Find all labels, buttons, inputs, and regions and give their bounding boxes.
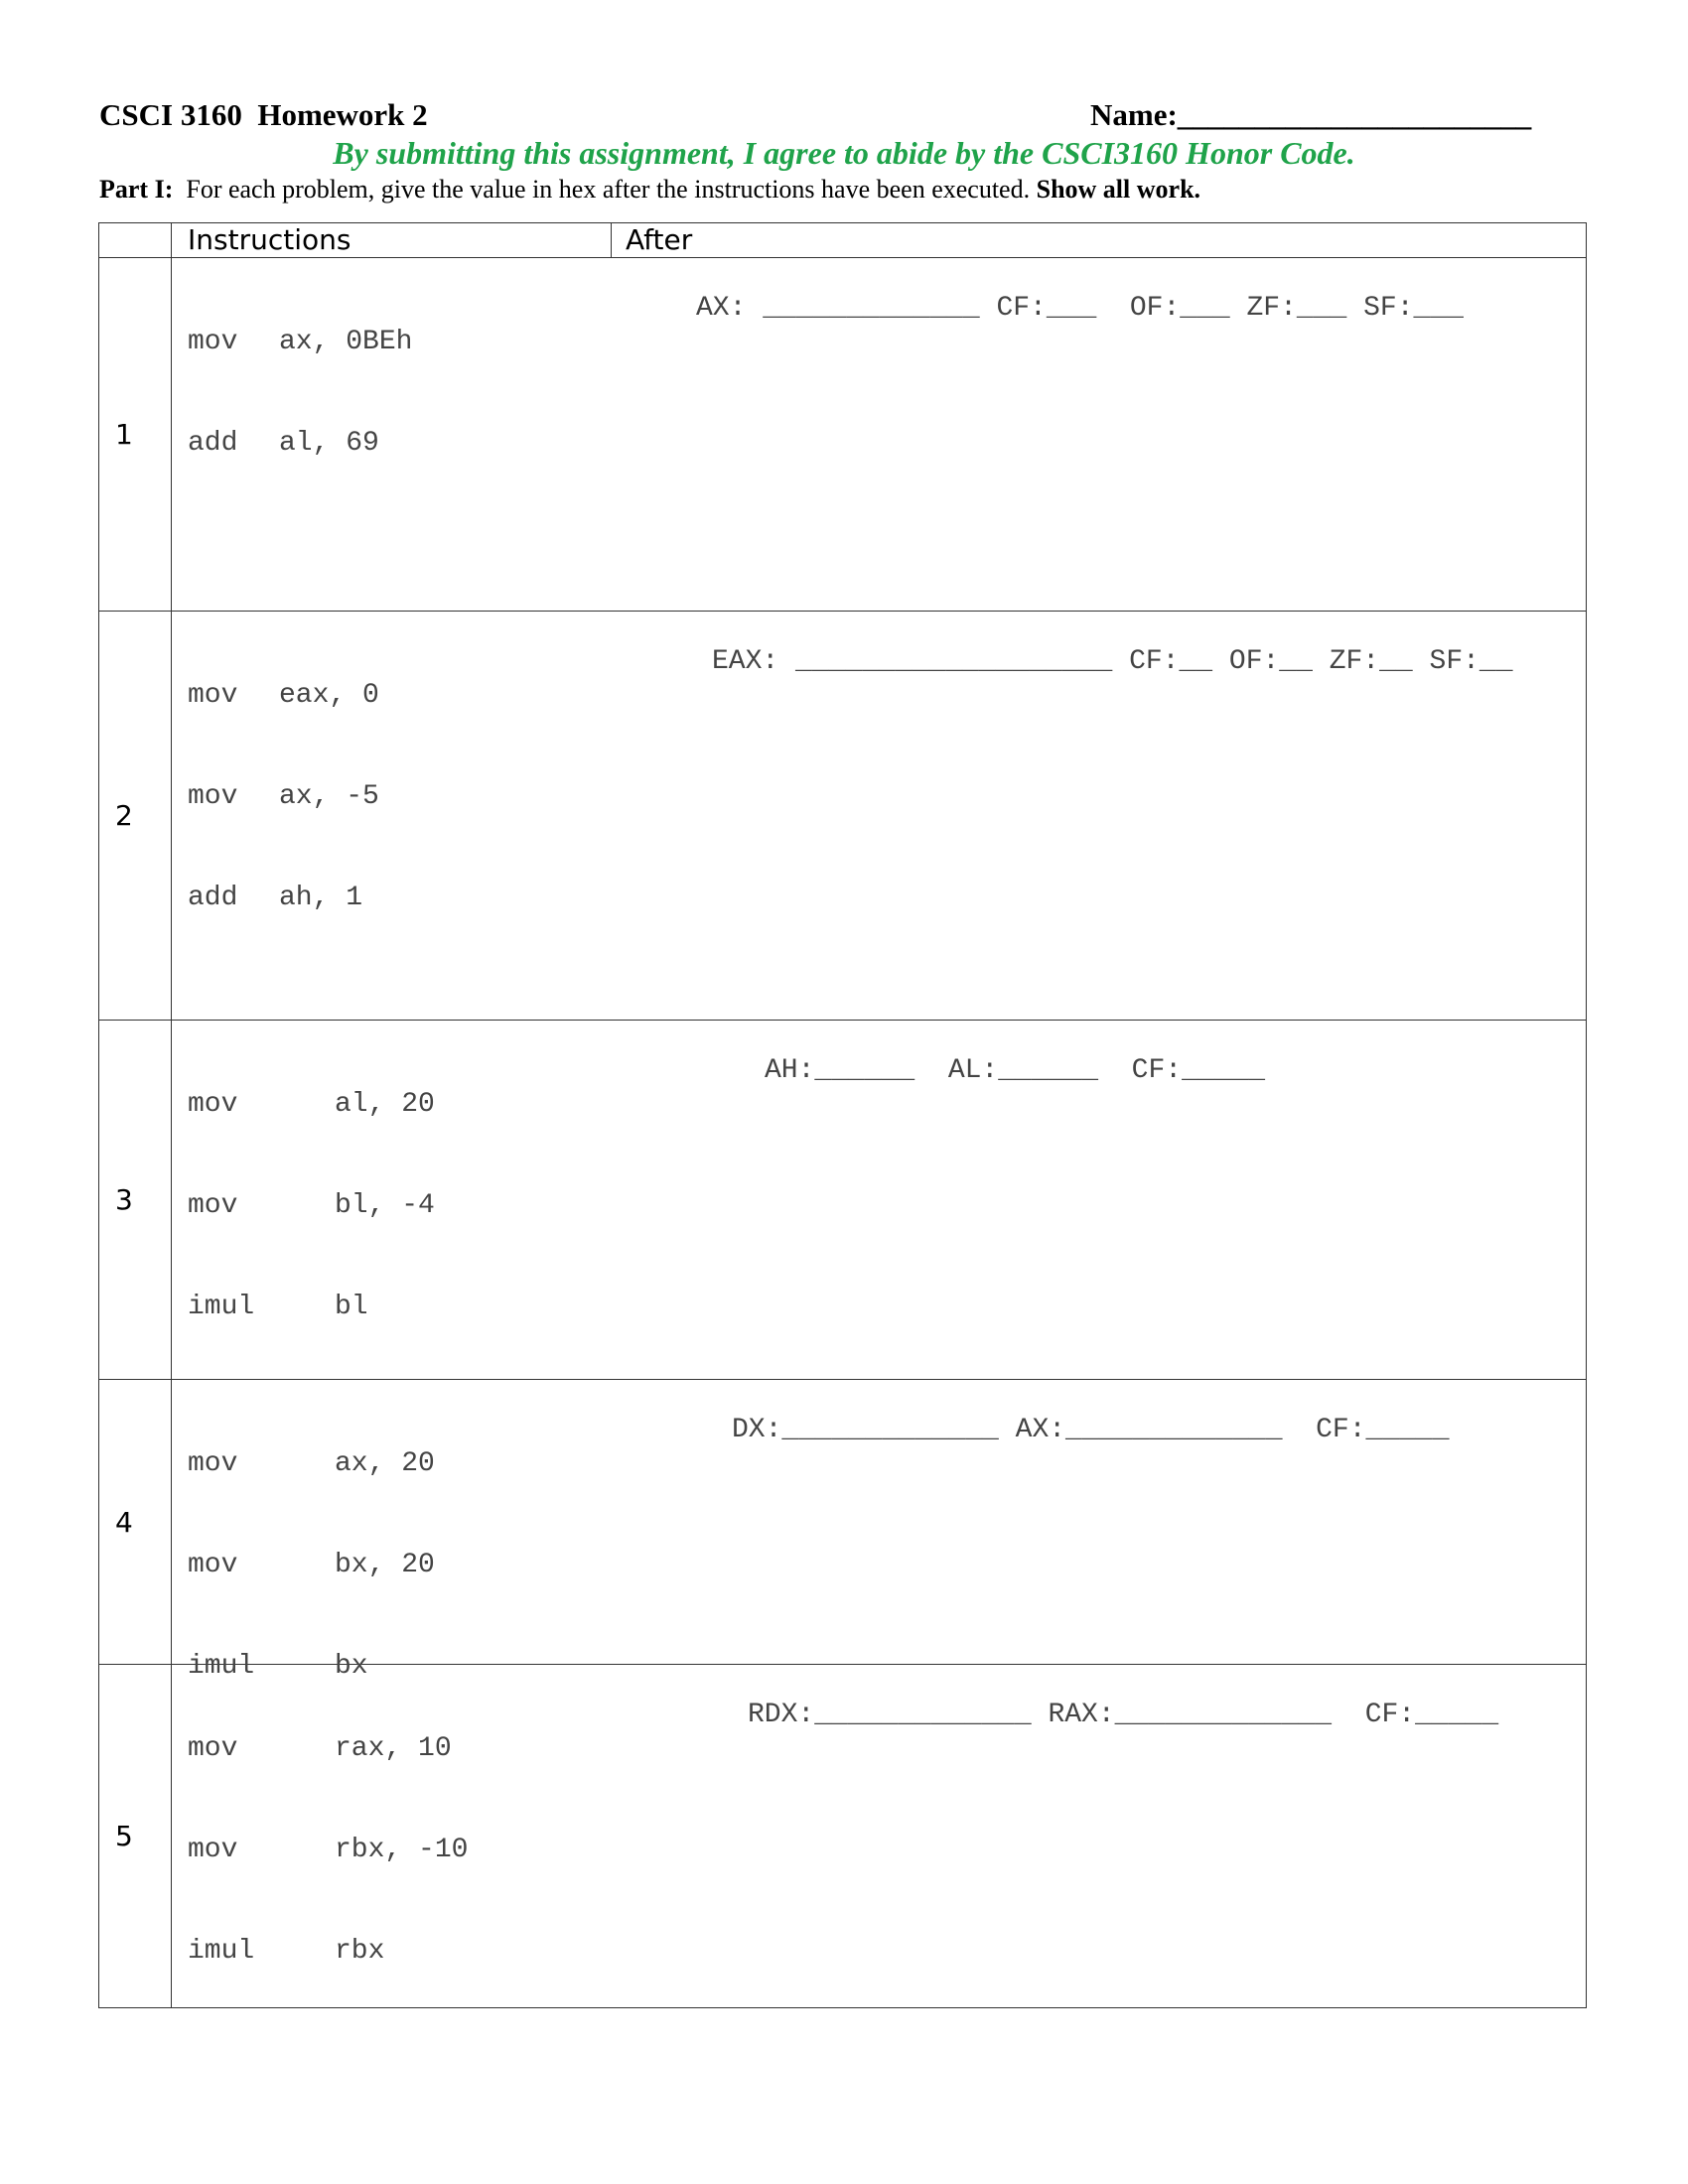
opcode: mov bbox=[188, 1448, 238, 1479]
problems-table bbox=[98, 222, 1587, 2008]
instruction-line bbox=[188, 1834, 1586, 1867]
instruction-line bbox=[188, 1549, 1586, 1582]
opcode: add bbox=[188, 428, 238, 459]
problem-body bbox=[172, 1380, 1587, 1682]
opcode: add bbox=[188, 883, 238, 913]
opcode: mov bbox=[188, 1835, 238, 1865]
instruction-line bbox=[188, 1935, 1586, 1969]
opcode: mov bbox=[188, 1190, 238, 1221]
answer-blanks: AH:______ AL:______ CF:_____ bbox=[765, 1055, 1266, 1086]
problem-row-1 bbox=[99, 258, 1587, 612]
problem-body bbox=[172, 1665, 1587, 2008]
honor-code-statement: By submitting this assignment, I agree to abide by the CSCI3160 Honor Code. bbox=[333, 135, 1355, 171]
problem-body bbox=[172, 612, 1587, 1021]
operands: ah, 1 bbox=[279, 883, 363, 913]
problem-number: 4 bbox=[99, 1380, 172, 1665]
problem-row-4 bbox=[99, 1380, 1587, 1665]
operands: al, 20 bbox=[335, 1089, 435, 1120]
instruction-line bbox=[188, 1291, 1586, 1324]
opcode: mov bbox=[188, 1733, 238, 1764]
answer-blanks: RDX:_____________ RAX:_____________ CF:_____ bbox=[748, 1700, 1499, 1730]
part-one-emphasis: Show all work. bbox=[1036, 175, 1201, 204]
part-one-text: For each problem, give the value in hex after the instructions have been executed. bbox=[173, 175, 1037, 204]
operands: ax, -5 bbox=[279, 781, 379, 812]
answer-blanks: EAX: ___________________ CF:__ OF:__ ZF:__ SF:__ bbox=[712, 646, 1513, 677]
opcode: mov bbox=[188, 680, 238, 711]
instruction-line bbox=[188, 326, 1586, 359]
operands: bx, 20 bbox=[335, 1550, 435, 1580]
answer-blanks: DX:_____________ AX:_____________ CF:_____ bbox=[732, 1415, 1450, 1445]
problem-number: 3 bbox=[99, 1021, 172, 1380]
operands: eax, 0 bbox=[279, 680, 379, 711]
opcode: imul bbox=[188, 1292, 255, 1322]
problem-number: 2 bbox=[99, 612, 172, 1021]
problem-body bbox=[172, 1021, 1587, 1380]
operands: al, 69 bbox=[279, 428, 379, 459]
operands: rbx, -10 bbox=[335, 1835, 469, 1865]
operands: bl, -4 bbox=[335, 1190, 435, 1221]
problem-number: 1 bbox=[99, 258, 172, 612]
opcode: mov bbox=[188, 327, 238, 357]
answer-blanks: AX: _____________ CF:___ OF:___ ZF:___ SF:___ bbox=[696, 293, 1464, 324]
opcode: mov bbox=[188, 1089, 238, 1120]
instruction-line bbox=[188, 1189, 1586, 1223]
opcode: imul bbox=[188, 1936, 255, 1967]
problem-row-5 bbox=[99, 1665, 1587, 2008]
instruction-line bbox=[188, 780, 1586, 814]
problem-body bbox=[172, 258, 1587, 612]
opcode: mov bbox=[188, 1550, 238, 1580]
instruction-line bbox=[188, 427, 1586, 461]
header-instructions: Instructions bbox=[172, 223, 612, 258]
operands: rbx bbox=[335, 1936, 385, 1967]
part-one-label: Part I: bbox=[99, 175, 174, 204]
operands: ax, 0BEh bbox=[279, 327, 413, 357]
header-number-cell bbox=[99, 223, 172, 258]
instruction-line bbox=[188, 679, 1586, 713]
opcode: mov bbox=[188, 781, 238, 812]
problem-row-3 bbox=[99, 1021, 1587, 1380]
instruction-line bbox=[188, 1447, 1586, 1481]
part-one-instructions bbox=[99, 175, 1200, 205]
operands: bx bbox=[335, 1651, 368, 1682]
instruction-line bbox=[188, 1732, 1586, 1766]
operands: bl bbox=[335, 1292, 368, 1322]
instruction-line bbox=[188, 882, 1586, 915]
table-header-row bbox=[99, 223, 1587, 258]
header-after: After bbox=[612, 223, 1587, 258]
instruction-line bbox=[188, 1088, 1586, 1122]
operands: rax, 10 bbox=[335, 1733, 452, 1764]
course-title: CSCI 3160 Homework 2 bbox=[99, 97, 428, 132]
problem-number: 5 bbox=[99, 1665, 172, 2008]
opcode: imul bbox=[188, 1651, 255, 1682]
operands: ax, 20 bbox=[335, 1448, 435, 1479]
name-field: Name:_______________________ bbox=[1090, 97, 1532, 132]
problem-row-2 bbox=[99, 612, 1587, 1021]
